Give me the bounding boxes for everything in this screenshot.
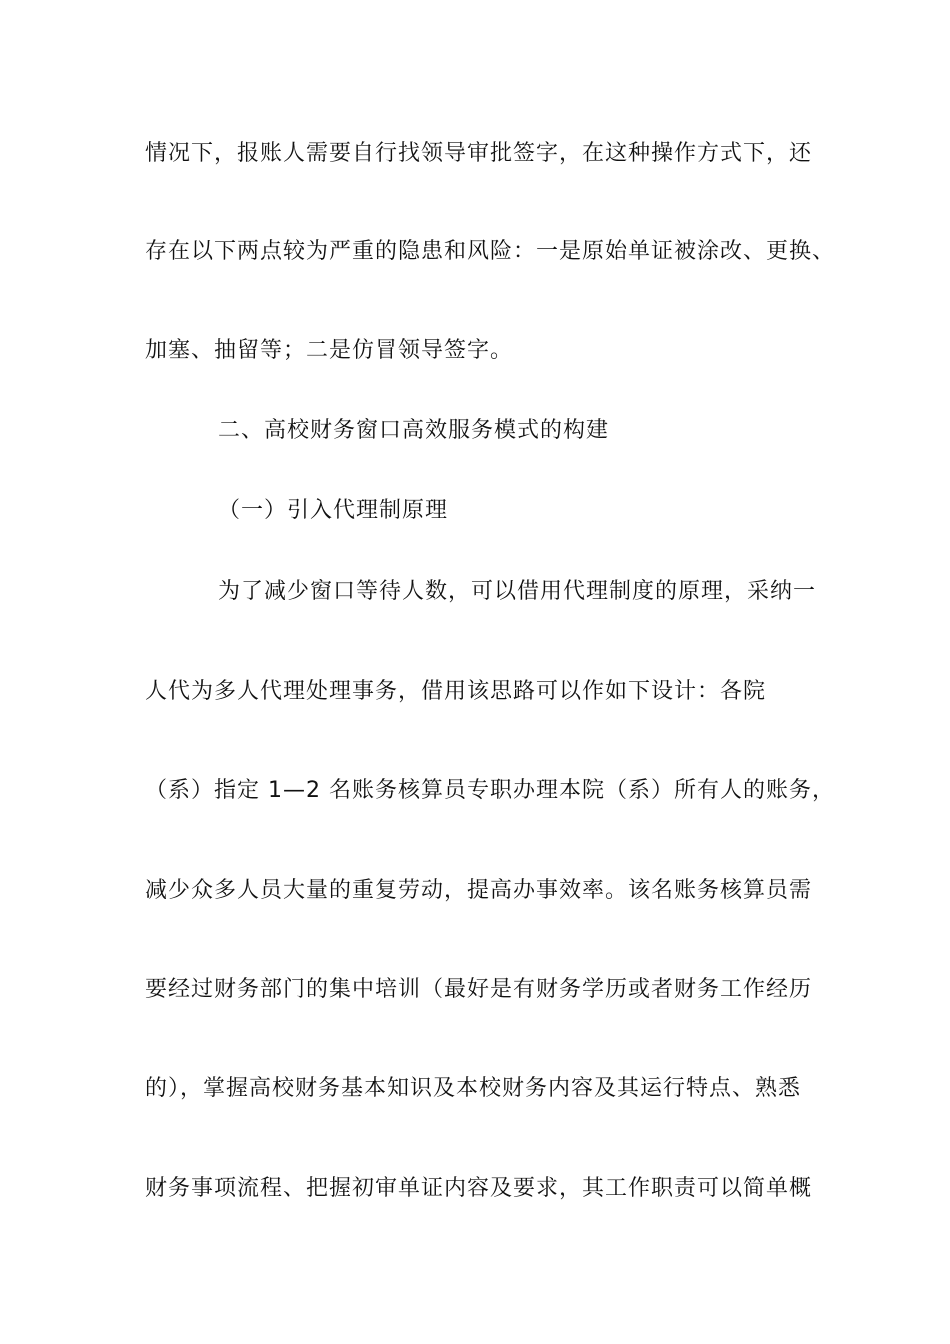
body-text-line: 财务事项流程、把握初审单证内容及要求，其工作职责可以简单概 (145, 1176, 813, 1201)
body-text-line: 人代为多人代理处理事务，借用该思路可以作如下设计：各院 (145, 679, 767, 704)
body-text-line: 情况下，报账人需要自行找领导审批签字，在这种操作方式下，还 (145, 141, 813, 166)
body-text-line: （系）指定 1—2 名账务核算员专职办理本院（系）所有人的账务， (145, 778, 835, 803)
section-heading: 二、高校财务窗口高效服务模式的构建 (218, 418, 610, 443)
body-text-line: 加塞、抽留等；二是仿冒领导签字。 (145, 338, 514, 363)
body-text-line: 的），掌握高校财务基本知识及本校财务内容及其运行特点、熟悉 (145, 1076, 802, 1101)
subsection-heading: （一）引入代理制原理 (218, 498, 449, 523)
body-text-line: 存在以下两点较为严重的隐患和风险：一是原始单证被涂改、更换、 (145, 239, 836, 264)
body-text-line: 为了减少窗口等待人数，可以借用代理制度的原理，采纳一 (218, 579, 817, 604)
body-text-line: 减少众多人员大量的重复劳动，提高办事效率。该名账务核算员需 (145, 878, 813, 903)
body-text-line: 要经过财务部门的集中培训（最好是有财务学历或者财务工作经历 (145, 977, 813, 1002)
